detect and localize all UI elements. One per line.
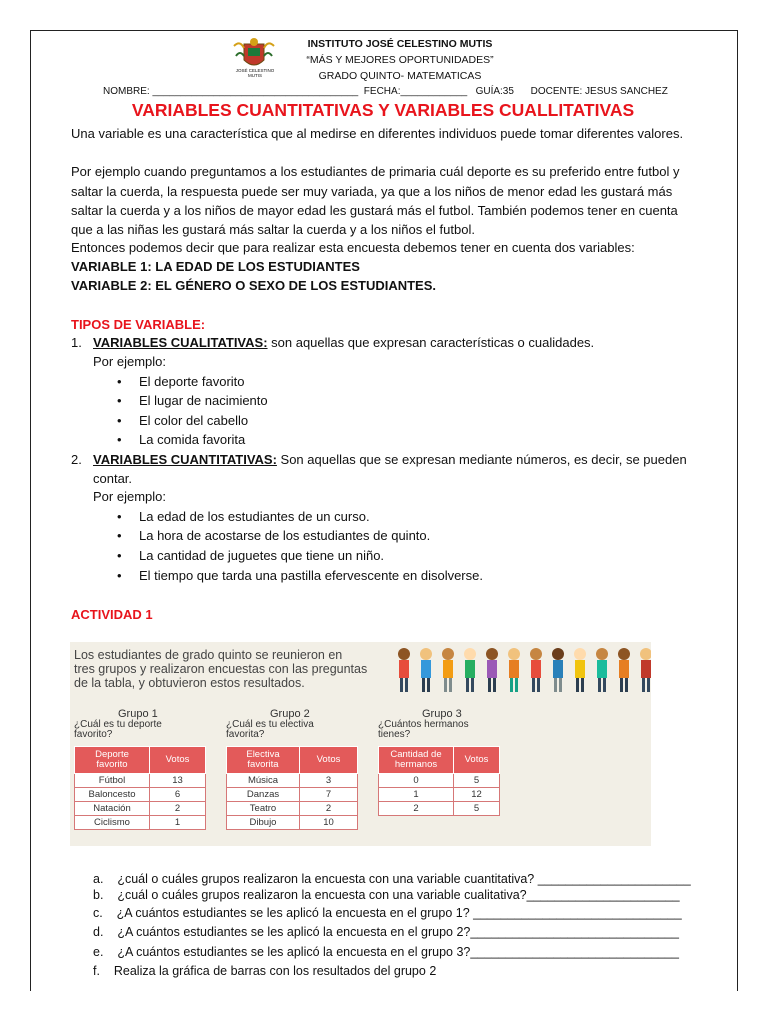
table-row: 0 5	[379, 774, 500, 788]
example-line-2: saltar la cuerda, la respuesta puede ser muy variada, ya que a los niños de menor edad les gustará más	[71, 184, 673, 199]
table-row: Baloncesto 6	[75, 788, 206, 802]
variable-2: VARIABLE 2: EL GÉNERO O SEXO DE LOS ESTUDIANTES.	[71, 278, 437, 293]
quantitative-item: La cantidad de juguetes que tiene un niño.	[139, 548, 385, 563]
teacher-name: DOCENTE: JESUS SANCHEZ	[530, 86, 668, 97]
variable-1: VARIABLE 1: LA EDAD DE LOS ESTUDIANTES	[71, 259, 360, 274]
group-3-question-line: ¿Cuántos hermanos	[378, 719, 469, 730]
group-2-col-votes: Votos	[300, 747, 358, 774]
student-info-line	[103, 86, 668, 97]
institution-motto: “MÁS Y MEJORES OPORTUNIDADES”	[306, 54, 494, 66]
group-3-title: Grupo 3	[422, 708, 462, 720]
bullet-icon: •	[117, 413, 122, 428]
group-1-col-votes: Votos	[150, 747, 206, 774]
example-line-4: que a las niñas les gustará más saltar la cuerda y a los niños el futbol.	[71, 222, 475, 237]
group-3-col-votes: Votos	[454, 747, 500, 774]
quantitative-definition-cont: contar.	[93, 471, 133, 486]
child-figure	[550, 646, 566, 696]
group-3-question-line: tienes?	[378, 729, 411, 740]
activity-heading: ACTIVIDAD 1	[71, 607, 153, 622]
child-figure	[572, 646, 588, 696]
logo-caption: JOSÉ CELESTINO MUTIS	[235, 68, 275, 78]
picture-intro-line: Los estudiantes de grado quinto se reunieron en	[74, 648, 343, 662]
types-heading: TIPOS DE VARIABLE:	[71, 317, 206, 332]
qualitative-item: El color del cabello	[139, 413, 249, 428]
table-row: Danzas 7	[227, 788, 358, 802]
table-row: Natación 2	[75, 802, 206, 816]
qualitative-definition: son aquellas que expresan características o cualidades.	[267, 335, 595, 350]
page-title: VARIABLES CUANTITATIVAS Y VARIABLES CUALLITATIVAS	[131, 100, 635, 120]
bullet-icon: •	[117, 509, 122, 524]
group-2-col-category: Electiva favorita	[227, 747, 300, 774]
table-row: Dibujo 10	[227, 816, 358, 830]
child-figure	[484, 646, 500, 696]
quantitative-definition: Son aquellas que se expresan mediante números, es decir, se pueden	[276, 452, 687, 467]
quantitative-example-label: Por ejemplo:	[93, 489, 166, 504]
grade-subject: GRADO QUINTO- MATEMATICAS	[318, 70, 482, 82]
child-figure	[616, 646, 632, 696]
group-1-question-line: ¿Cuál es tu deporte	[74, 719, 162, 730]
table-row: Fútbol 13	[75, 774, 206, 788]
name-field[interactable]: NOMBRE: _____________________________________	[103, 86, 359, 97]
intro-paragraph: Una variable es una característica que al medirse en diferentes individuos puede tomar diferentes valores.	[71, 126, 684, 141]
date-field[interactable]: FECHA:____________	[363, 86, 468, 97]
child-figure	[638, 646, 651, 696]
quantitative-item: La hora de acostarse de los estudiantes de quinto.	[139, 528, 431, 543]
group-1-table	[74, 746, 206, 830]
quantitative-number: 2.	[71, 452, 82, 467]
qualitative-example-label: Por ejemplo:	[93, 354, 166, 369]
guide-number: GUÍA:35	[475, 86, 514, 97]
qualitative-item: La comida favorita	[139, 432, 246, 447]
picture-intro-line: tres grupos y realizaron encuestas con las preguntas	[74, 662, 368, 676]
question-a[interactable]: a. ¿cuál o cuáles grupos realizaron la encuesta con una variable cuantitativa? ______________________	[93, 872, 691, 886]
quantitative-definition-line	[93, 452, 687, 467]
group-3-table	[378, 746, 500, 816]
bullet-icon: •	[117, 548, 122, 563]
child-figure	[462, 646, 478, 696]
table-row: 1 12	[379, 788, 500, 802]
child-figure	[528, 646, 544, 696]
child-figure	[396, 646, 412, 696]
quantitative-item: El tiempo que tarda una pastilla efervescente en disolverse.	[139, 568, 483, 583]
table-row: 2 5	[379, 802, 500, 816]
picture-intro-line: de la tabla, y obtuvieron estos resultados.	[74, 676, 305, 690]
bullet-icon: •	[117, 568, 122, 583]
table-row: Ciclismo 1	[75, 816, 206, 830]
bullet-icon: •	[117, 393, 122, 408]
question-b[interactable]: b. ¿cuál o cuáles grupos realizaron la encuesta con una variable cualitativa?______________________	[93, 888, 680, 902]
child-figure	[440, 646, 456, 696]
qualitative-number: 1.	[71, 335, 82, 350]
example-line-1: Por ejemplo cuando preguntamos a los estudiantes de primaria cuál deporte es su preferido entre futbol y	[71, 164, 680, 179]
example-line-3: saltar la cuerda y a los niños de mayor edad les gustará más el futbol. También podemos tener en cuenta	[71, 203, 678, 218]
group-2-table	[226, 746, 358, 830]
child-figure	[594, 646, 610, 696]
question-e[interactable]: e. ¿A cuántos estudiantes se les aplicó la encuesta en el grupo 3?______________________________	[93, 945, 679, 959]
table-row: Música 3	[227, 774, 358, 788]
qualitative-term: VARIABLES CUALITATIVAS:	[93, 335, 268, 350]
group-2-question-line: favorita?	[226, 729, 265, 740]
institution-name: INSTITUTO JOSÉ CELESTINO MUTIS	[307, 38, 493, 50]
question-f[interactable]: f. Realiza la gráfica de barras con los resultados del grupo 2	[93, 964, 437, 978]
qualitative-item: El deporte favorito	[139, 374, 245, 389]
child-figure	[418, 646, 434, 696]
group-1-question-line: favorito?	[74, 729, 113, 740]
question-c[interactable]: c. ¿A cuántos estudiantes se les aplicó la encuesta en el grupo 1? ______________________________	[93, 906, 682, 920]
question-d[interactable]: d. ¿A cuántos estudiantes se les aplicó la encuesta en el grupo 2?______________________________	[93, 925, 679, 939]
bullet-icon: •	[117, 528, 122, 543]
group-1-col-category: Deporte favorito	[75, 747, 150, 774]
table-row: Teatro 2	[227, 802, 358, 816]
example-line-5: Entonces podemos decir que para realizar esta encuesta debemos tener en cuenta dos variables:	[71, 240, 635, 255]
quantitative-term: VARIABLES CUANTITATIVAS:	[93, 452, 277, 467]
bullet-icon: •	[117, 432, 122, 447]
group-1-title: Grupo 1	[118, 708, 158, 720]
qualitative-item: El lugar de nacimiento	[139, 393, 268, 408]
bullet-icon: •	[117, 374, 122, 389]
group-2-title: Grupo 2	[270, 708, 310, 720]
child-figure	[506, 646, 522, 696]
qualitative-definition-line	[93, 335, 594, 350]
survey-picture	[70, 642, 651, 846]
group-3-col-category: Cantidad de hermanos	[379, 747, 454, 774]
group-2-question-line: ¿Cuál es tu electiva	[226, 719, 314, 730]
quantitative-item: La edad de los estudiantes de un curso.	[139, 509, 370, 524]
